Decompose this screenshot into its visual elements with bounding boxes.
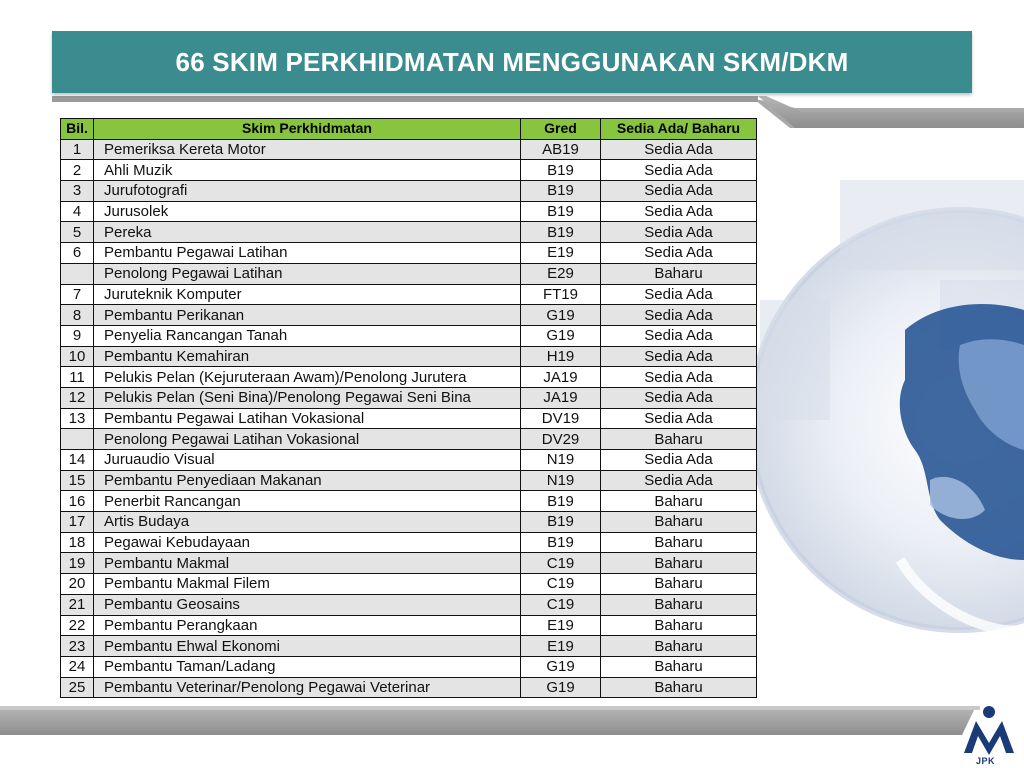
table-row bbox=[61, 160, 757, 181]
cell-status: Baharu bbox=[601, 532, 757, 553]
table-row bbox=[61, 512, 757, 533]
cell-skim: Pereka bbox=[94, 222, 521, 243]
cell-bil: 15 bbox=[61, 470, 94, 491]
cell-skim: Pembantu Perangkaan bbox=[94, 615, 521, 636]
cell-status: Sedia Ada bbox=[601, 408, 757, 429]
table-row bbox=[61, 574, 757, 595]
table-row bbox=[61, 636, 757, 657]
cell-gred: B19 bbox=[521, 222, 601, 243]
table-row bbox=[61, 491, 757, 512]
cell-status: Sedia Ada bbox=[601, 367, 757, 388]
cell-status: Sedia Ada bbox=[601, 284, 757, 305]
cell-gred: N19 bbox=[521, 450, 601, 471]
cell-status: Sedia Ada bbox=[601, 243, 757, 264]
cell-bil: 21 bbox=[61, 594, 94, 615]
cell-skim: Pembantu Taman/Ladang bbox=[94, 656, 521, 677]
cell-gred: B19 bbox=[521, 512, 601, 533]
cell-status: Baharu bbox=[601, 574, 757, 595]
cell-skim: Pelukis Pelan (Seni Bina)/Penolong Pegawai Seni Bina bbox=[94, 387, 521, 408]
cell-gred: B19 bbox=[521, 491, 601, 512]
header-skim: Skim Perkhidmatan bbox=[94, 119, 521, 140]
table-row bbox=[61, 325, 757, 346]
cell-skim: Penolong Pegawai Latihan bbox=[94, 263, 521, 284]
cell-skim: Pembantu Pegawai Latihan bbox=[94, 243, 521, 264]
cell-bil: 25 bbox=[61, 677, 94, 698]
cell-skim: Penerbit Rancangan bbox=[94, 491, 521, 512]
cell-skim: Juruteknik Komputer bbox=[94, 284, 521, 305]
cell-skim: Pembantu Makmal Filem bbox=[94, 574, 521, 595]
cell-gred: C19 bbox=[521, 553, 601, 574]
table-header-row bbox=[61, 119, 757, 140]
table-body bbox=[61, 139, 757, 698]
cell-status: Baharu bbox=[601, 594, 757, 615]
table-row bbox=[61, 553, 757, 574]
cell-bil: 17 bbox=[61, 512, 94, 533]
cell-status: Sedia Ada bbox=[601, 346, 757, 367]
cell-gred: B19 bbox=[521, 160, 601, 181]
cell-status: Sedia Ada bbox=[601, 201, 757, 222]
table-row bbox=[61, 263, 757, 284]
cell-bil: 12 bbox=[61, 387, 94, 408]
logo-text: JPK bbox=[976, 756, 996, 766]
cell-gred: E19 bbox=[521, 636, 601, 657]
cell-skim: Pembantu Makmal bbox=[94, 553, 521, 574]
cell-bil: 18 bbox=[61, 532, 94, 553]
cell-bil: 5 bbox=[61, 222, 94, 243]
cell-gred: DV29 bbox=[521, 429, 601, 450]
cell-skim: Pembantu Penyediaan Makanan bbox=[94, 470, 521, 491]
cell-gred: FT19 bbox=[521, 284, 601, 305]
cell-bil: 24 bbox=[61, 656, 94, 677]
cell-bil: 20 bbox=[61, 574, 94, 595]
table-row bbox=[61, 594, 757, 615]
cell-status: Sedia Ada bbox=[601, 325, 757, 346]
cell-skim: Pembantu Pegawai Latihan Vokasional bbox=[94, 408, 521, 429]
cell-skim: Jurusolek bbox=[94, 201, 521, 222]
cell-status: Sedia Ada bbox=[601, 181, 757, 202]
cell-bil: 7 bbox=[61, 284, 94, 305]
table-row bbox=[61, 408, 757, 429]
table-row bbox=[61, 656, 757, 677]
cell-bil: 14 bbox=[61, 450, 94, 471]
cell-gred: G19 bbox=[521, 656, 601, 677]
cell-skim: Pembantu Geosains bbox=[94, 594, 521, 615]
cell-bil: 19 bbox=[61, 553, 94, 574]
table-row bbox=[61, 532, 757, 553]
cell-status: Baharu bbox=[601, 615, 757, 636]
cell-bil: 8 bbox=[61, 305, 94, 326]
cell-bil: 3 bbox=[61, 181, 94, 202]
cell-skim: Juruaudio Visual bbox=[94, 450, 521, 471]
page-title: 66 SKIM PERKHIDMATAN MENGGUNAKAN SKM/DKM bbox=[175, 46, 849, 77]
cell-gred: C19 bbox=[521, 594, 601, 615]
cell-gred: H19 bbox=[521, 346, 601, 367]
table-row bbox=[61, 346, 757, 367]
cell-bil: 11 bbox=[61, 367, 94, 388]
table-row bbox=[61, 470, 757, 491]
table-row bbox=[61, 222, 757, 243]
cell-skim: Pelukis Pelan (Kejuruteraan Awam)/Penolong Jurutera bbox=[94, 367, 521, 388]
cell-skim: Pegawai Kebudayaan bbox=[94, 532, 521, 553]
cell-bil: 13 bbox=[61, 408, 94, 429]
cell-status: Sedia Ada bbox=[601, 160, 757, 181]
header-status: Sedia Ada/ Baharu bbox=[601, 119, 757, 140]
cell-gred: JA19 bbox=[521, 387, 601, 408]
table-row bbox=[61, 201, 757, 222]
cell-skim: Pembantu Perikanan bbox=[94, 305, 521, 326]
table-row bbox=[61, 243, 757, 264]
cell-gred: E29 bbox=[521, 263, 601, 284]
cell-bil: 10 bbox=[61, 346, 94, 367]
cell-gred: E19 bbox=[521, 615, 601, 636]
cell-status: Baharu bbox=[601, 636, 757, 657]
cell-gred: G19 bbox=[521, 677, 601, 698]
cell-skim: Ahli Muzik bbox=[94, 160, 521, 181]
cell-bil bbox=[61, 429, 94, 450]
cell-status: Baharu bbox=[601, 677, 757, 698]
header-bil: Bil. bbox=[61, 119, 94, 140]
cell-gred: C19 bbox=[521, 574, 601, 595]
cell-gred: JA19 bbox=[521, 367, 601, 388]
cell-skim: Pemeriksa Kereta Motor bbox=[94, 139, 521, 160]
cell-skim: Penolong Pegawai Latihan Vokasional bbox=[94, 429, 521, 450]
table-row bbox=[61, 677, 757, 698]
cell-status: Baharu bbox=[601, 656, 757, 677]
cell-status: Sedia Ada bbox=[601, 470, 757, 491]
table-row bbox=[61, 305, 757, 326]
cell-gred: G19 bbox=[521, 325, 601, 346]
table-row bbox=[61, 387, 757, 408]
cell-gred: G19 bbox=[521, 305, 601, 326]
title-banner bbox=[52, 31, 972, 93]
cell-status: Sedia Ada bbox=[601, 305, 757, 326]
cell-gred: B19 bbox=[521, 181, 601, 202]
table-row bbox=[61, 284, 757, 305]
cell-skim: Jurufotografi bbox=[94, 181, 521, 202]
table-row bbox=[61, 615, 757, 636]
cell-gred: AB19 bbox=[521, 139, 601, 160]
cell-gred: B19 bbox=[521, 532, 601, 553]
header-gred: Gred bbox=[521, 119, 601, 140]
cell-status: Sedia Ada bbox=[601, 387, 757, 408]
table-row bbox=[61, 367, 757, 388]
cell-skim: Pembantu Veterinar/Penolong Pegawai Veterinar bbox=[94, 677, 521, 698]
cell-bil bbox=[61, 263, 94, 284]
cell-gred: E19 bbox=[521, 243, 601, 264]
cell-status: Sedia Ada bbox=[601, 450, 757, 471]
cell-bil: 6 bbox=[61, 243, 94, 264]
table-row bbox=[61, 450, 757, 471]
cell-bil: 2 bbox=[61, 160, 94, 181]
cell-gred: B19 bbox=[521, 201, 601, 222]
cell-bil: 4 bbox=[61, 201, 94, 222]
cell-skim: Penyelia Rancangan Tanah bbox=[94, 325, 521, 346]
table-row bbox=[61, 139, 757, 160]
table-row bbox=[61, 181, 757, 202]
cell-bil: 23 bbox=[61, 636, 94, 657]
cell-status: Baharu bbox=[601, 263, 757, 284]
cell-status: Baharu bbox=[601, 553, 757, 574]
cell-gred: N19 bbox=[521, 470, 601, 491]
cell-skim: Artis Budaya bbox=[94, 512, 521, 533]
cell-bil: 16 bbox=[61, 491, 94, 512]
cell-bil: 22 bbox=[61, 615, 94, 636]
cell-status: Sedia Ada bbox=[601, 222, 757, 243]
cell-status: Sedia Ada bbox=[601, 139, 757, 160]
skim-table bbox=[60, 118, 757, 698]
cell-status: Baharu bbox=[601, 491, 757, 512]
cell-skim: Pembantu Kemahiran bbox=[94, 346, 521, 367]
cell-skim: Pembantu Ehwal Ekonomi bbox=[94, 636, 521, 657]
cell-bil: 1 bbox=[61, 139, 94, 160]
cell-status: Baharu bbox=[601, 429, 757, 450]
table-row bbox=[61, 429, 757, 450]
cell-gred: DV19 bbox=[521, 408, 601, 429]
cell-status: Baharu bbox=[601, 512, 757, 533]
cell-bil: 9 bbox=[61, 325, 94, 346]
